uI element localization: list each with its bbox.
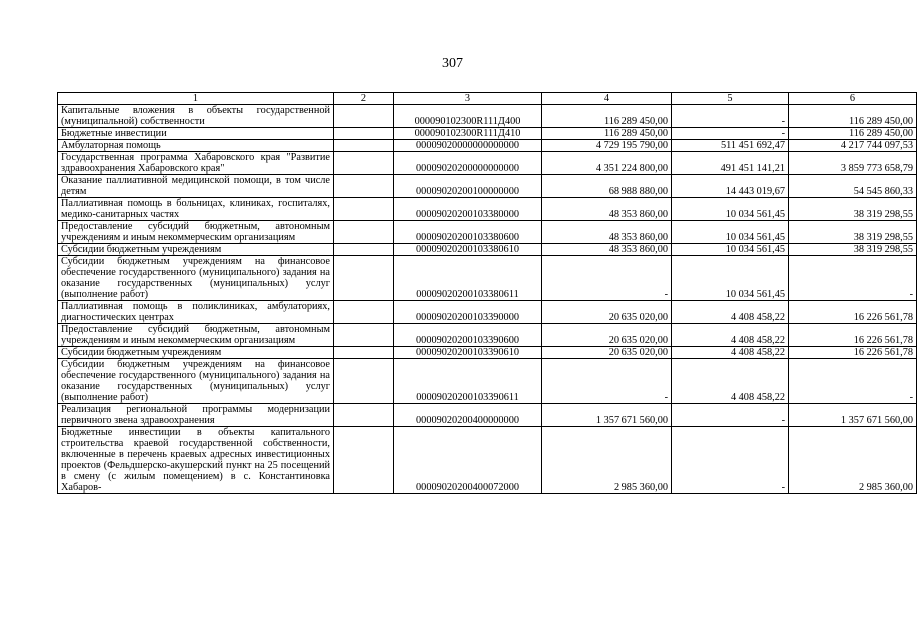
table-row	[58, 347, 917, 359]
row-value-5: 491 451 141,21	[672, 152, 789, 175]
row-value-4: 48 353 860,00	[542, 244, 672, 256]
table-row	[58, 404, 917, 427]
row-value-6: 2 985 360,00	[789, 427, 917, 494]
column-header: 2	[334, 93, 394, 105]
row-code: 000090102300R111Д410	[394, 128, 542, 140]
column-header: 3	[394, 93, 542, 105]
row-value-6: -	[789, 359, 917, 404]
row-col2	[334, 347, 394, 359]
row-value-6: -	[789, 256, 917, 301]
table-row	[58, 427, 917, 494]
row-col2	[334, 324, 394, 347]
table-row	[58, 221, 917, 244]
row-value-5: 10 034 561,45	[672, 221, 789, 244]
row-value-4: 68 988 880,00	[542, 175, 672, 198]
row-col2	[334, 256, 394, 301]
row-value-6: 38 319 298,55	[789, 221, 917, 244]
row-value-4: 116 289 450,00	[542, 105, 672, 128]
row-name: Предоставление субсидий бюджетным, автономным учреждениям и иным некоммерческим организациям	[58, 221, 334, 244]
table-row	[58, 324, 917, 347]
table-row	[58, 256, 917, 301]
table-row	[58, 105, 917, 128]
row-value-5: -	[672, 128, 789, 140]
row-value-6: 4 217 744 097,53	[789, 140, 917, 152]
row-value-4: 20 635 020,00	[542, 324, 672, 347]
row-col2	[334, 301, 394, 324]
row-col2	[334, 359, 394, 404]
row-code: 00009020200103380600	[394, 221, 542, 244]
row-value-4: 20 635 020,00	[542, 301, 672, 324]
row-name: Паллиативная помощь в поликлиниках, амбулаториях, диагностических центрах	[58, 301, 334, 324]
row-value-4: 2 985 360,00	[542, 427, 672, 494]
row-value-4: 48 353 860,00	[542, 198, 672, 221]
row-value-6: 16 226 561,78	[789, 347, 917, 359]
column-header: 6	[789, 93, 917, 105]
row-code: 00009020200000000000	[394, 152, 542, 175]
row-value-6: 3 859 773 658,79	[789, 152, 917, 175]
table-row	[58, 244, 917, 256]
row-col2	[334, 427, 394, 494]
table-row	[58, 175, 917, 198]
row-value-4: 1 357 671 560,00	[542, 404, 672, 427]
row-value-4: 116 289 450,00	[542, 128, 672, 140]
row-value-5: -	[672, 105, 789, 128]
row-name: Субсидии бюджетным учреждениям	[58, 347, 334, 359]
row-name: Бюджетные инвестиции	[58, 128, 334, 140]
row-value-5: 14 443 019,67	[672, 175, 789, 198]
row-col2	[334, 105, 394, 128]
row-value-5: 511 451 692,47	[672, 140, 789, 152]
row-code: 00009020200103390611	[394, 359, 542, 404]
table-row	[58, 140, 917, 152]
row-value-5: 4 408 458,22	[672, 301, 789, 324]
row-value-6: 116 289 450,00	[789, 128, 917, 140]
row-col2	[334, 244, 394, 256]
table-row	[58, 198, 917, 221]
row-code: 00009020000000000000	[394, 140, 542, 152]
row-name: Субсидии бюджетным учреждениям на финансовое обеспечение государственного (муниципального) задания на оказание государственных (муниципальных) услуг (выполнение работ)	[58, 359, 334, 404]
row-name: Паллиативная помощь в больницах, клиниках, госпиталях, медико-санитарных частях	[58, 198, 334, 221]
row-value-6: 38 319 298,55	[789, 244, 917, 256]
row-col2	[334, 140, 394, 152]
row-value-6: 1 357 671 560,00	[789, 404, 917, 427]
row-name: Бюджетные инвестиции в объекты капитального строительства краевой государственной собственности, включенные в перечень краевых адресных инвестиционных проектов (Фельдшерско-акушерский пункт на 25 посещений в смену (с жилым помещением) в с. Константиновка Хабаров-	[58, 427, 334, 494]
row-value-5: 10 034 561,45	[672, 244, 789, 256]
row-name: Оказание паллиативной медицинской помощи, в том числе детям	[58, 175, 334, 198]
row-name: Предоставление субсидий бюджетным, автономным учреждениям и иным некоммерческим организациям	[58, 324, 334, 347]
table-row	[58, 301, 917, 324]
row-value-4: 20 635 020,00	[542, 347, 672, 359]
row-value-6: 116 289 450,00	[789, 105, 917, 128]
row-name: Амбулаторная помощь	[58, 140, 334, 152]
row-col2	[334, 221, 394, 244]
header-row	[58, 93, 917, 105]
row-code: 00009020200103380610	[394, 244, 542, 256]
row-value-5: 10 034 561,45	[672, 198, 789, 221]
row-col2	[334, 128, 394, 140]
row-value-5: 4 408 458,22	[672, 324, 789, 347]
row-value-6: 16 226 561,78	[789, 324, 917, 347]
row-code: 00009020200400000000	[394, 404, 542, 427]
table-row	[58, 152, 917, 175]
row-code: 00009020200103390600	[394, 324, 542, 347]
budget-table	[57, 92, 917, 494]
row-value-6: 54 545 860,33	[789, 175, 917, 198]
table-row	[58, 359, 917, 404]
row-value-5: -	[672, 404, 789, 427]
row-value-6: 16 226 561,78	[789, 301, 917, 324]
row-value-5: -	[672, 427, 789, 494]
row-code: 00009020200103380611	[394, 256, 542, 301]
row-name: Капитальные вложения в объекты государственной (муниципальной) собственности	[58, 105, 334, 128]
row-name: Государственная программа Хабаровского края "Развитие здравоохранения Хабаровского края"	[58, 152, 334, 175]
row-value-5: 10 034 561,45	[672, 256, 789, 301]
table-row	[58, 128, 917, 140]
row-value-5: 4 408 458,22	[672, 347, 789, 359]
row-code: 000090102300R111Д400	[394, 105, 542, 128]
row-col2	[334, 175, 394, 198]
row-name: Реализация региональной программы модернизации первичного звена здравоохранения	[58, 404, 334, 427]
column-header: 5	[672, 93, 789, 105]
row-col2	[334, 404, 394, 427]
row-code: 00009020200103380000	[394, 198, 542, 221]
row-value-4: -	[542, 359, 672, 404]
row-code: 00009020200103390000	[394, 301, 542, 324]
row-col2	[334, 198, 394, 221]
column-header: 1	[58, 93, 334, 105]
row-code: 00009020200103390610	[394, 347, 542, 359]
row-value-4: 48 353 860,00	[542, 221, 672, 244]
row-code: 00009020200100000000	[394, 175, 542, 198]
row-value-6: 38 319 298,55	[789, 198, 917, 221]
row-value-4: 4 351 224 800,00	[542, 152, 672, 175]
row-col2	[334, 152, 394, 175]
row-value-5: 4 408 458,22	[672, 359, 789, 404]
row-name: Субсидии бюджетным учреждениям на финансовое обеспечение государственного (муниципального) задания на оказание государственных (муниципальных) услуг (выполнение работ)	[58, 256, 334, 301]
row-value-4: 4 729 195 790,00	[542, 140, 672, 152]
column-header: 4	[542, 93, 672, 105]
row-value-4: -	[542, 256, 672, 301]
row-name: Субсидии бюджетным учреждениям	[58, 244, 334, 256]
page-number: 307	[442, 56, 463, 71]
row-code: 00009020200400072000	[394, 427, 542, 494]
